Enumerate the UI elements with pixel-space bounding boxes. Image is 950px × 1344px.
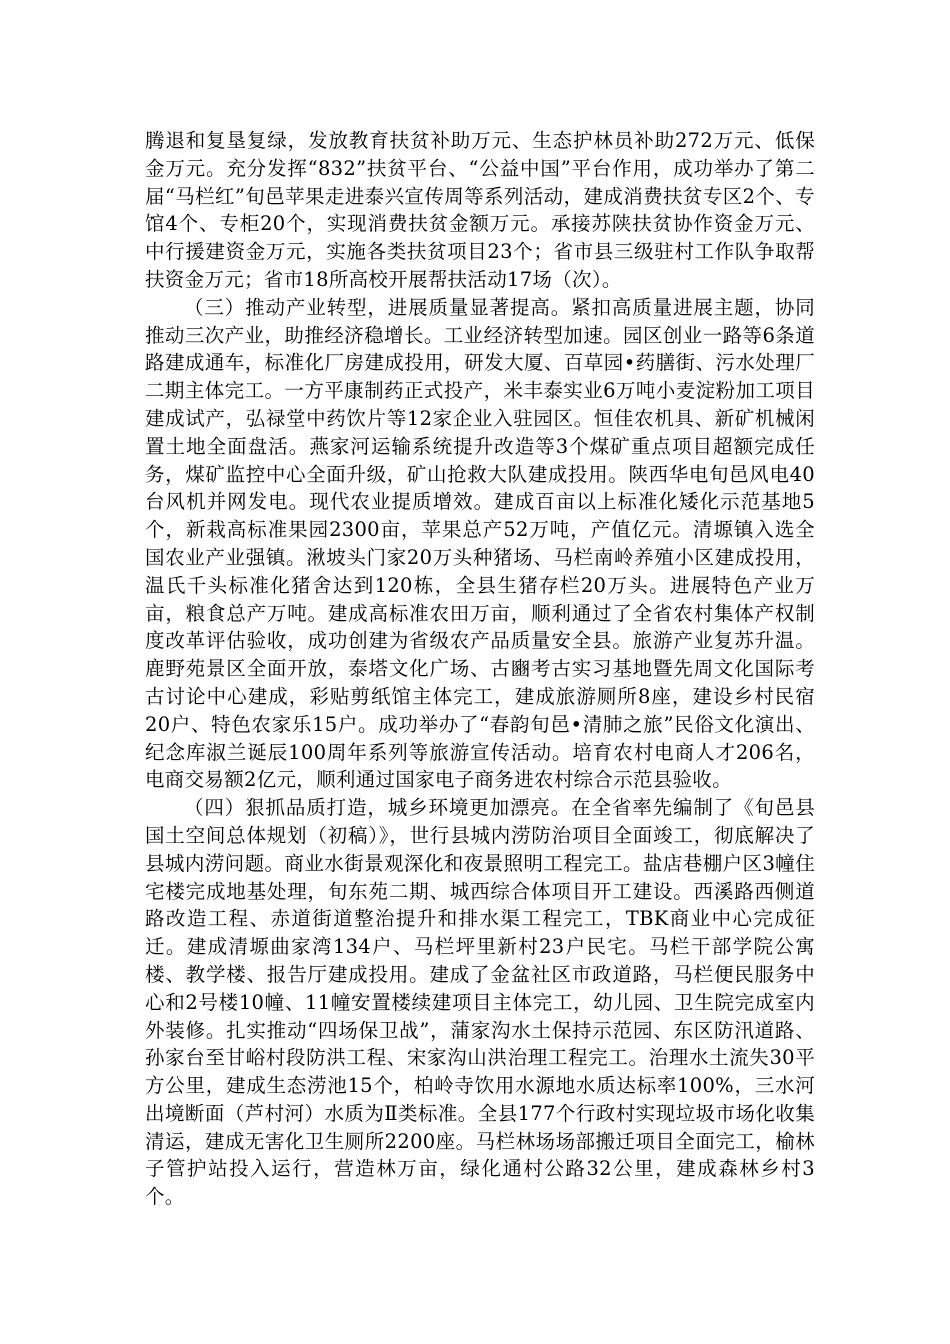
paragraph-section-3: （三）推动产业转型，进展质量显著提高。紧扣高质量进展主题，协同推动三次产业，助推经济稳增长。工业经济转型加速。园区创业一路等6条道路建成通车，标准化厂房建成投用，研发大厦、百草园•药膳街、污水处理厂二期主体完工。一方平康制药正式投产，米丰泰实业6万吨小麦淀粉加工项目建成试产，弘禄堂中药饮片等12家企业入驻园区。恒佳农机具、新矿机械闲置土地全面盘活。燕家河运输系统提升改造等3个煤矿重点项目超额完成任务，煤矿监控中心全面升级，矿山抢救大队建成投用。陕西华电旬邑风电40台风机并网发电。现代农业提质增效。建成百亩以上标准化矮化示范基地5个，新栽高标准果园2300亩，苹果总产52万吨，产值亿元。清塬镇入选全国农业产业强镇。湫坡头门家20万头种猪场、马栏南岭养殖小区建成投用，温氏千头标准化猪舍达到120栋，全县生猪存栏20万头。进展特色产业万亩，粮食总产万吨。建成高标准农田万亩，顺利通过了全省农村集体产权制度改革评估验收，成功创建为省级农产品质量安全县。旅游产业复苏升温。鹿野苑景区全面开放，泰塔文化广场、古豳考古实习基地暨先周文化国际考古讨论中心建成，彩贴剪纸馆主体完工，建成旅游厕所8座，建设乡村民宿20户、特色农家乐15户。成功举办了“春韵旬邑•清肺之旅”民俗文化演出、纪念库淑兰诞辰100周年系列等旅游宣传活动。培育农村电商人才206名，电商交易额2亿元，顺利通过国家电子商务进农村综合示范县验收。 (145, 295, 815, 792)
paragraph-continuation: 腾退和复垦复绿，发放教育扶贫补助万元、生态护林员补助272万元、低保金万元。充分发挥“832”扶贫平台、“公益中国”平台作用，成功举办了第二届“马栏红”旬邑苹果走进泰兴宣传周等系列活动，建成消费扶贫专区2个、专馆4个、专柜20个，实现消费扶贫金额万元。承接苏陕扶贫协作资金万元、中行援建资金万元，实施各类扶贫项目23个；省市县三级驻村工作队争取帮扶资金万元；省市18所高校开展帮扶活动17场（次）。 (145, 129, 815, 291)
document-page (145, 127, 815, 1211)
paragraph-section-4: （四）狠抓品质打造，城乡环境更加漂亮。在全省率先编制了《旬邑县国土空间总体规划（初稿）》，世行县城内涝防治项目全面竣工，彻底解决了县城内涝问题。商业水街景观深化和夜景照明工程完工。盐店巷棚户区3幢住宅楼完成地基处理，旬东苑二期、城西综合体项目开工建设。西溪路西侧道路改造工程、赤道街道整治提升和排水渠工程完工，TBK商业中心完成征迁。建成清塬曲家湾134户、马栏坪里新村23户民宅。马栏干部学院公寓楼、教学楼、报告厅建成投用。建成了金盆社区市政道路，马栏便民服务中心和2号楼10幢、11幢安置楼续建项目主体完工，幼儿园、卫生院完成室内外装修。扎实推动“四场保卫战”，蒲家沟水土保持示范园、东区防汛道路、孙家台至甘峪村段防洪工程、宋家沟山洪治理工程完工。治理水土流失30平方公里，建成生态涝池15个，柏岭寺饮用水源地水质达标率100%，三水河出境断面（芦村河）水质为Ⅱ类标准。全县177个行政村实现垃圾市场化收集清运，建成无害化卫生厕所2200座。马栏林场场部搬迁项目全面完工，榆林子管护站投入运行，营造林万亩，绿化通村公路32公里，建成森林乡村3个。 (145, 796, 815, 1209)
